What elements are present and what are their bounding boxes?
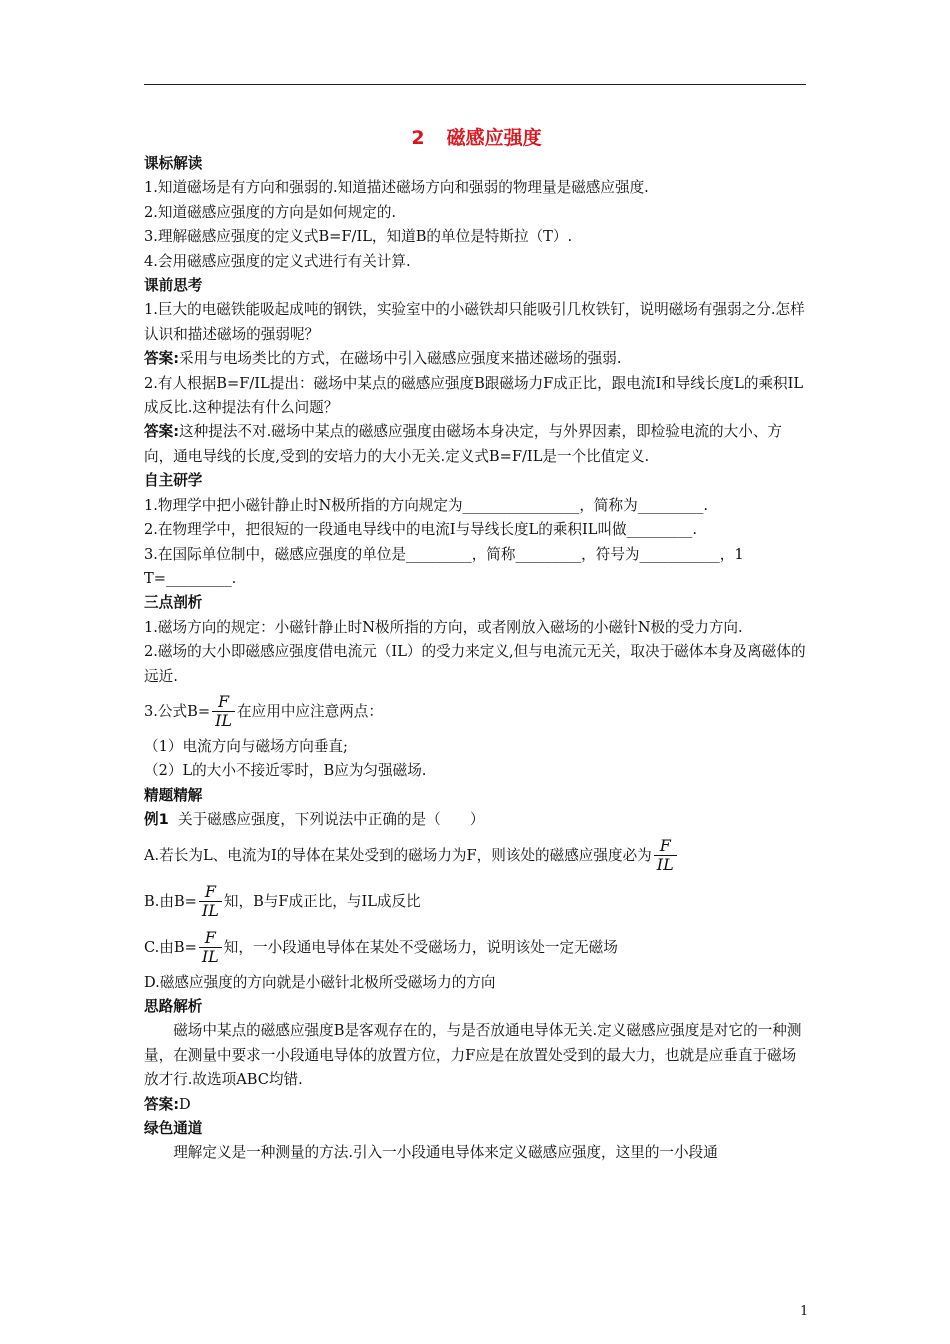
option-a-text: A.若长为L、电流为I的导体在某处受到的磁场力为F，则该处的磁感应强度必为 [144,846,652,864]
section-heading-kesi: 课前思考 [144,277,203,295]
sandian-point-1: 1.磁场方向的规定：小磁针静止时N极所指的方向，或者刚放入磁场的小磁针N极的受力方向. [144,618,743,636]
sandian-note-2: （2）L的大小不接近零时，B应为匀强磁场. [144,762,427,780]
section-heading-sandian: 三点剖析 [144,594,203,612]
fraction-numerator: F [204,882,216,902]
sandian-note-1: （1）电流方向与磁场方向垂直; [144,737,348,755]
page-title [144,124,809,152]
formula-fraction [199,883,222,920]
kebiao-line-2: 2.知道磁感应强度的方向是如何规定的. [144,203,397,221]
formula-fraction [199,929,222,966]
example-text: 关于磁感应强度，下列说法中正确的是（ ） [178,811,485,829]
kesi-question-2: 2.有人根据B=F/IL提出：磁场中某点的磁感应强度B跟磁场力F成正比，跟电流I和导线长度L的乘积IL成反比.这种提法有什么问题？ [144,374,804,417]
option-c-suffix: 知，一小段通电导体在某处不受磁场力，说明该处一定无磁场 [223,938,618,956]
sandian-point-2: 2.磁场的大小即磁感应强度借电流元（IL）的受力来定义,但与电流元无关，取决于磁体本身及离磁体的远近. [144,643,806,685]
title-number: 2 [411,127,425,149]
option-b-prefix: B.由B= [144,892,197,910]
fraction-numerator: F [204,928,216,948]
lvse-text: 理解定义是一种测量的方法.引入一小段通电导体来定义磁感应强度，这里的一小段通 [173,1144,718,1162]
answer-label: 答案: [144,350,180,368]
kebiao-line-1: 1.知道磁场是有方向和强弱的.知道描述磁场方向和强弱的物理量是磁感应强度. [144,179,649,197]
option-b-suffix: 知，B与F成正比，与IL成反比 [223,892,421,910]
kesi-answer-1 [144,347,809,371]
silu-text: 磁场中某点的磁感应强度B是客观存在的，与是否放通电导体无关.定义磁感应强度是对它的一种测量，在测量中要求一小段通电导体的放置方位，力F应是在放置处受到的最大力，也就是应垂直于磁场放才行.故选项ABC均错. [144,1022,802,1089]
kebiao-line-3: 3.理解磁感应强度的定义式B=F/IL，知道B的单位是特斯拉（T）. [144,228,573,246]
option-a [144,833,809,879]
page-number: 1 [800,1304,809,1319]
kesi-question-1: 1.巨大的电磁铁能吸起成吨的钢铁，实验室中的小磁铁却只能吸引几枚铁钉，说明磁场有强弱之分.怎样认识和描述磁场的强弱呢？ [144,301,805,343]
answer-text: 采用与电场类比的方式，在磁场中引入磁感应强度来描述磁场的强弱. [179,350,622,368]
answer-text: 这种提法不对.磁场中某点的磁感应强度由磁场本身决定，与外界因素，即检验电流的大小、方向，通电导线的长度,受到的安培力的大小无关.定义式B=F/IL是一个比值定义. [144,423,783,465]
answer-label: 答案: [144,1095,180,1113]
section-heading-jingti: 精题精解 [144,786,203,804]
option-d: D.磁感应强度的方向就是小磁针北极所受磁场力的方向 [144,973,496,991]
fraction-numerator: F [218,692,230,712]
fraction-denominator: IL [199,901,222,920]
formula-fraction [212,693,235,730]
formula-prefix: 3.公式B= [144,702,211,720]
section-heading-lvse: 绿色通道 [144,1120,203,1137]
fraction-denominator: IL [212,711,235,730]
answer-label: 答案: [144,423,180,441]
silu-answer [144,1093,809,1117]
answer-text: D [179,1095,191,1113]
option-c-prefix: C.由B= [144,938,197,956]
zizhu-line-1: 1.物理学中把小磁针静止时N极所指的方向规定为________________，简称为_________. [144,496,709,514]
kesi-answer-2 [144,420,809,469]
option-b [144,879,809,925]
title-text: 磁感应强度 [446,127,542,149]
header-rule [144,84,806,85]
formula-suffix: 在应用中应注意两点： [237,702,383,720]
fraction-denominator: IL [199,947,222,966]
fraction-numerator: F [659,836,671,856]
zizhu-line-3: 3.在国际单位制中，磁感应强度的单位是_________，简称_________，符号为___________，1 T=_________. [144,545,744,587]
formula-fraction [654,837,677,874]
fraction-denominator: IL [654,855,677,874]
section-heading-silu: 思路解析 [144,997,203,1015]
option-c [144,925,809,971]
example-label: 例1 [144,811,169,829]
document-body [144,124,809,1166]
section-heading-kebiao: 课标解读 [144,155,203,172]
zizhu-line-2: 2.在物理学中，把很短的一段通电导线中的电流I与导线长度L的乘积IL叫做_________. [144,521,697,539]
example-1 [144,808,809,832]
section-heading-zizhu: 自主研学 [144,472,203,490]
sandian-point-3 [144,689,809,735]
kebiao-line-4: 4.会用磁感应强度的定义式进行有关计算. [144,252,411,270]
